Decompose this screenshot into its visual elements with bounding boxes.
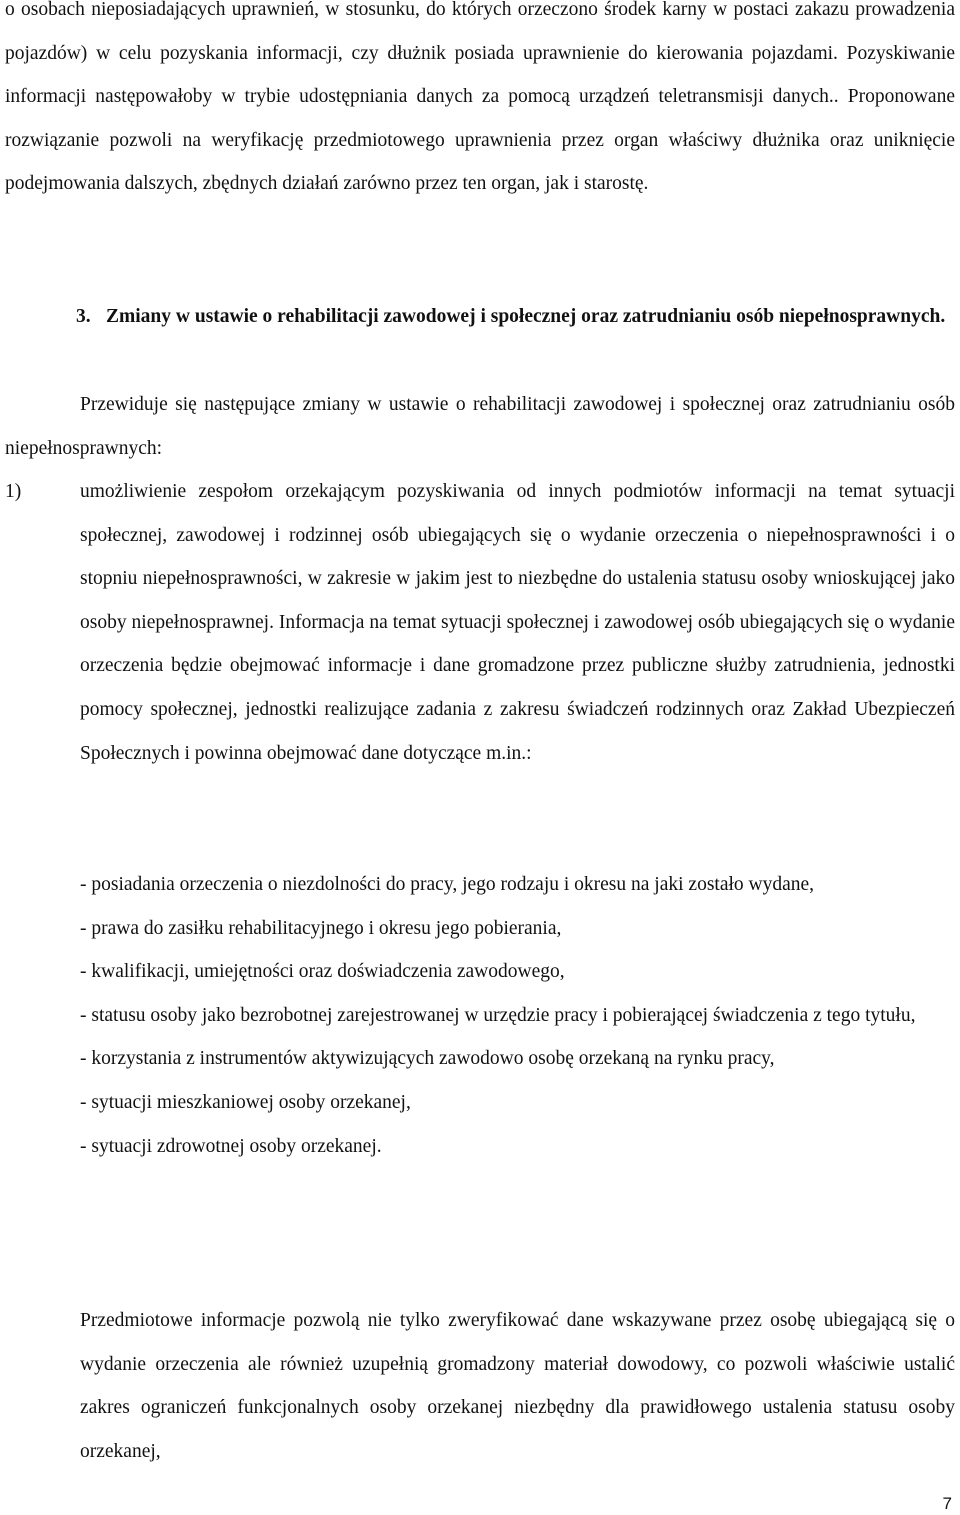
- lead-paragraph: Przewiduje się następujące zmiany w ustawie o rehabilitacji zawodowej i społecznej oraz zatrudnianiu osób niepełnosprawnych:: [5, 394, 955, 459]
- dash-list-item: - sytuacji zdrowotnej osoby orzekanej.: [80, 1135, 382, 1157]
- dash-list-item: - prawa do zasiłku rehabilitacyjnego i okresu jego pobierania,: [80, 917, 562, 939]
- list-item-marker: 1): [5, 481, 22, 502]
- dash-list-item: - korzystania z instrumentów aktywizujących zawodowo osobę orzekaną na rynku pracy,: [80, 1048, 775, 1070]
- dash-list-item: - posiadania orzeczenia o niezdolności do pracy, jego rodzaju i okresu na jaki zostało wydane,: [80, 874, 815, 895]
- intro-paragraph: o osobach nieposiadających uprawnień, w stosunku, do których orzeczono środek karny w postaci zakazu prowadzenia pojazdów) w celu pozyskania informacji, czy dłużnik posiada uprawnienie do kierowania pojazdami. Pozyskiwanie informacji następowałoby w trybie udostępniania danych za pomocą urządzeń teletransmisji danych.. Proponowane rozwiązanie pozwoli na weryfikację przedmiotowego uprawnienia przez organ właściwy dłużnika oraz uniknięcie podejmowania dalszych, zbędnych działań zarówno przez ten organ, jak i starostę.: [5, 0, 955, 195]
- section-title-text: Zmiany w ustawie o rehabilitacji zawodowej i społecznej oraz zatrudnianiu osób niepełnosprawnych.: [106, 306, 946, 327]
- dash-list: [80, 863, 955, 1168]
- list-item-text: umożliwienie zespołom orzekającym pozyskiwania od innych podmiotów informacji na temat sytuacji społecznej, zawodowej i rodzinnej osób ubiegających się o wydanie orzeczenia o niepełnosprawności i o stopniu niepełnosprawności, w zakresie w jakim jest to niezbędne do ustalenia statusu osoby wnioskującej jako osoby niepełnosprawnej. Informacja na temat sytuacji społecznej i zawodowej osób ubiegających się o wydanie orzeczenia będzie obejmować informacje i dane gromadzone przez publiczne służby zatrudnienia, jednostki pomocy społecznej, jednostki realizujące zadania z zakresu świadczeń rodzinnych oraz Zakład Ubezpieczeń Społecznych i powinna obejmować dane dotyczące m.in.:: [80, 481, 955, 764]
- section-heading: [76, 295, 955, 339]
- section-title: [80, 295, 955, 339]
- list-item-1: [5, 470, 955, 775]
- dash-list-item: - kwalifikacji, umiejętności oraz doświadczenia zawodowego,: [80, 961, 565, 983]
- dash-list-item: - sytuacji mieszkaniowej osoby orzekanej,: [80, 1091, 411, 1113]
- dash-list-item: - statusu osoby jako bezrobotnej zarejestrowanej w urzędzie pracy i pobierającej świadczenia z tego tytułu,: [80, 1004, 916, 1026]
- final-paragraph: Przedmiotowe informacje pozwolą nie tylko zweryfikować dane wskazywane przez osobę ubiegającą się o wydanie orzeczenia ale również uzupełnią gromadzony materiał dowodowy, co pozwoli właściwie ustalić zakres ograniczeń funkcjonalnych osoby orzekanej niezbędny dla prawidłowego ustalenia statusu osoby orzekanej,: [80, 1310, 955, 1462]
- page-number: 7: [942, 1494, 952, 1513]
- section-number: 3.: [76, 306, 91, 327]
